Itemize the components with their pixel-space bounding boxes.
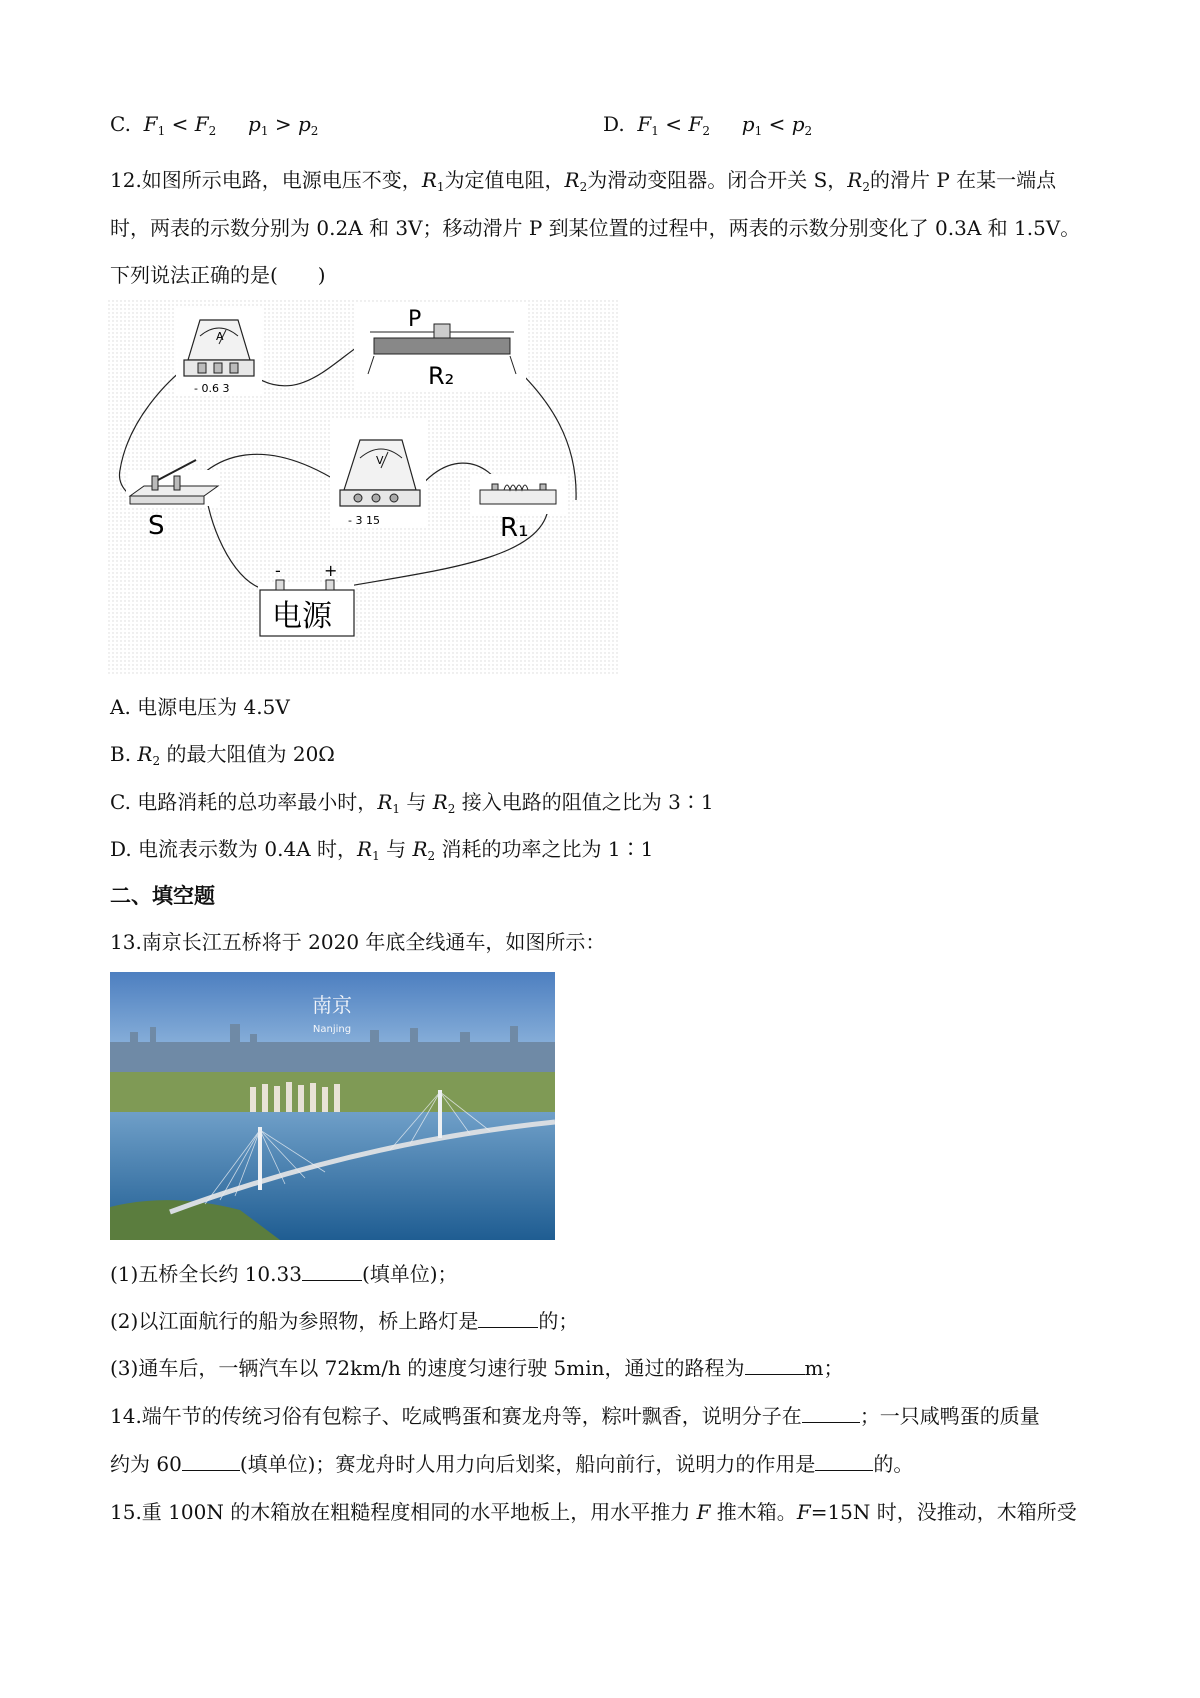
answer-blank[interactable]: [745, 1356, 805, 1375]
rheostat-label: R₂: [428, 362, 455, 390]
q12-stem-line2: 时，两表的示数分别为 0.2A 和 3V；移动滑片 P 到某位置的过程中，两表的示数分别变化了 0.3A 和 1.5V。: [110, 216, 1081, 240]
switch-label: S: [148, 511, 165, 541]
answer-blank[interactable]: [182, 1452, 240, 1471]
voltmeter: [330, 418, 426, 527]
rheostat: [354, 304, 526, 390]
voltmeter-terminals: - 3 15: [348, 514, 380, 527]
q13-part3: (3)通车后，一辆汽车以 72km/h 的速度匀速行驶 5min，通过的路程为 m；: [110, 1356, 844, 1380]
q13-part1: (1)五桥全长约 10.33 (填单位)；: [110, 1262, 458, 1286]
resistor-label: R₁: [500, 513, 529, 543]
q14-line2: 约为 60 (填单位)；赛龙舟时人用力向后划桨，船向前行，说明力的作用是 的。: [110, 1452, 914, 1476]
answer-blank[interactable]: [815, 1452, 873, 1471]
ammeter-terminals: - 0.6 3: [194, 382, 230, 395]
answer-blank[interactable]: [478, 1309, 538, 1328]
q12-option-a: A. 电源电压为 4.5V: [110, 695, 290, 719]
q13-part2: (2)以江面航行的船为参照物，桥上路灯是 的；: [110, 1309, 579, 1333]
answer-blank[interactable]: [302, 1262, 362, 1281]
negative-terminal: -: [275, 561, 281, 580]
section-heading: 二、填空题: [110, 884, 215, 908]
answer-blank[interactable]: [802, 1404, 860, 1423]
q14-line1: 14.端午节的传统习俗有包粽子、吃咸鸭蛋和赛龙舟等，粽叶飘香，说明分子在 ；一只咸鸭蛋的质量: [110, 1404, 1040, 1428]
q12-option-c: C. 电路消耗的总功率最小时，$R_1$ 与 $R_2$ 接入电路的阻值之比为 3∶1: [110, 790, 714, 816]
q13-stem: 13.南京长江五桥将于 2020 年底全线通车，如图所示：: [110, 930, 606, 954]
circuit-diagram: [108, 300, 620, 676]
q12-option-b: B. $R_2$ 的最大阻值为 20Ω: [110, 742, 335, 768]
q12-stem-line3: 下列说法正确的是( ): [110, 263, 326, 287]
q15-stem: 15.重 100N 的木箱放在粗糙程度相同的水平地板上，用水平推力 F 推木箱。F=15N 时，没推动，木箱所受: [110, 1500, 1077, 1524]
ammeter-symbol: A: [216, 330, 224, 343]
source-label: 电源: [272, 599, 332, 634]
slider-label: P: [408, 307, 422, 332]
bridge-photo: [110, 972, 555, 1240]
voltmeter-symbol: V: [376, 454, 384, 467]
photo-title: 南京: [312, 993, 352, 1017]
photo-subtitle: Nanjing: [312, 1024, 352, 1035]
positive-terminal: +: [324, 561, 338, 580]
q12-option-d: D. 电流表示数为 0.4A 时，$R_1$ 与 $R_2$ 消耗的功率之比为 1∶1: [110, 837, 654, 863]
q11-option-d: D. $F_1 < F_2$ $p_1 < p_2$: [603, 112, 813, 138]
q12-stem-line1: 12.如图所示电路，电源电压不变，$R_1$为定值电阻，$R_2$为滑动变阻器。闭合开关 S，$R_2$的滑片 P 在某一端点: [110, 168, 1057, 194]
q11-option-c: C. $F_1 < F_2$ $p_1 > p_2$: [110, 112, 319, 138]
ammeter: [176, 306, 262, 396]
